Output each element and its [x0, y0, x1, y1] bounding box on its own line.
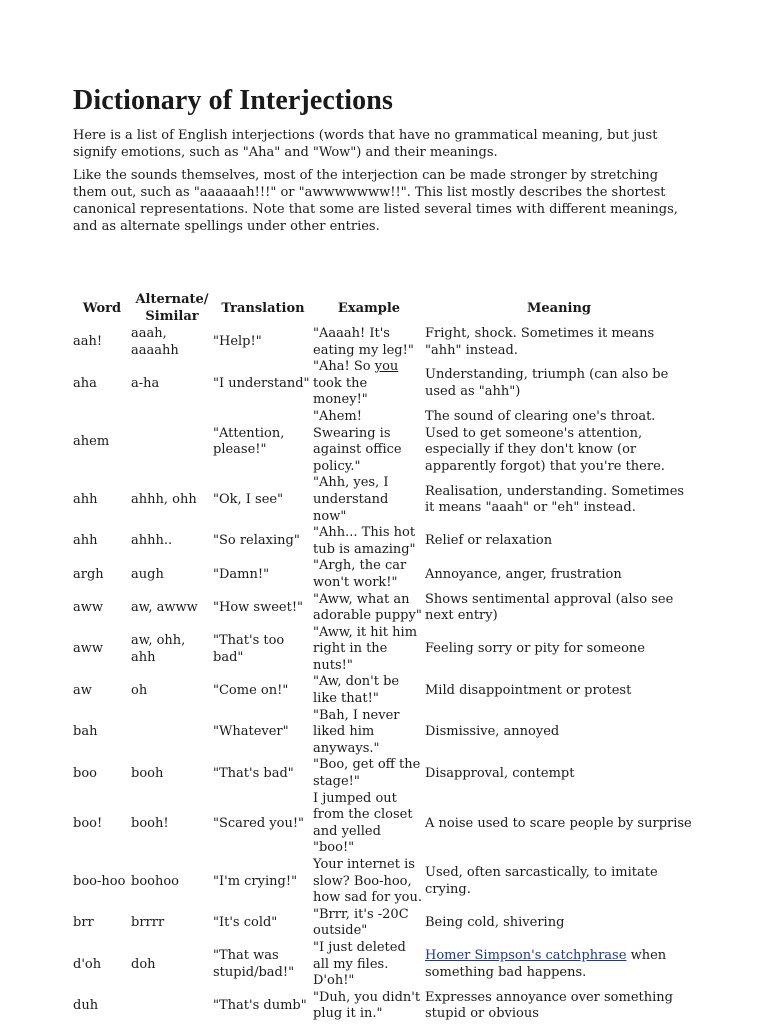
cell-example: "Ahh, yes, I understand now": [313, 475, 389, 524]
table-row: [73, 791, 693, 857]
cell-word: boo!: [73, 815, 103, 831]
cell-translation: "How sweet!": [213, 599, 304, 615]
cell-example: "Duh, you didn't plug it in.": [313, 989, 421, 1022]
cell-example: [313, 359, 425, 409]
cell-meaning: Fright, shock. Sometimes it means "ahh" instead.: [425, 326, 655, 358]
table-row: [73, 409, 693, 475]
meaning-text-end: when something bad happens.: [425, 948, 667, 980]
cell-translation: "So relaxing": [213, 533, 300, 549]
cell-alternate: [131, 708, 213, 758]
cell-alternate: aw, awww: [131, 599, 198, 615]
intro-paragraph-2: Like the sounds themselves, most of the interjection can be made stronger by stretching them out, such as "aaaaaah!!!" or "awwwwwww!!". This list mostly describes the shortest canonical representations. Note that some are listed several times with different meanings, and as alternate spellings under other entries.: [73, 168, 678, 234]
cell-translation: "That's bad": [213, 765, 294, 781]
table-row: [73, 907, 693, 940]
table-row: [73, 940, 693, 990]
cell-word: bah: [73, 724, 98, 740]
cell-translation: "That's dumb": [213, 998, 307, 1014]
table-row: [73, 558, 693, 591]
cell-example: Your internet is slow? Boo-hoo, how sad for you.: [313, 857, 422, 906]
cell-translation: "That was stupid/bad!": [213, 948, 295, 980]
table-row: [73, 857, 693, 907]
document-page: [73, 84, 693, 1022]
cell-alternate: [131, 409, 213, 475]
cell-translation: "Scared you!": [213, 815, 305, 831]
header-word: Word: [82, 300, 122, 316]
cell-meaning: Understanding, triumph (can also be used as "ahh"): [425, 367, 669, 400]
cell-alternate: [131, 990, 213, 1023]
cell-example: "Aww, what an adorable puppy": [313, 591, 422, 624]
cell-alternate: ahhh..: [131, 533, 173, 549]
cell-meaning: Used, often sarcastically, to imitate crying.: [425, 865, 658, 897]
homer-simpson-link[interactable]: Homer Simpson's catchphrase: [425, 948, 627, 964]
table-row: [73, 625, 693, 675]
cell-meaning: Shows sentimental approval (also see next entry): [425, 591, 674, 624]
cell-translation: "That's too bad": [213, 632, 285, 665]
table-row: [73, 990, 693, 1023]
table-row: [73, 525, 693, 558]
cell-word: boo: [73, 765, 97, 781]
cell-alternate: a-ha: [131, 375, 160, 391]
header-translation: Translation: [221, 300, 305, 316]
cell-translation: "Damn!": [213, 566, 270, 582]
cell-example: "Aw, don't be like that!": [313, 674, 400, 707]
cell-example: "Brrr, it's -20C outside": [313, 906, 409, 939]
cell-word: aah!: [73, 334, 103, 350]
cell-translation: "Ok, I see": [213, 491, 284, 507]
table-row: [73, 674, 693, 707]
page-title: Dictionary of Interjections: [73, 85, 393, 116]
cell-word: ahh: [73, 491, 98, 507]
cell-example: "Aaaah! It's eating my leg!": [313, 326, 414, 358]
cell-alternate: boohoo: [131, 873, 180, 889]
table-row: [73, 757, 693, 790]
cell-word: ahem: [73, 433, 110, 449]
cell-example: "Bah, I never liked him anyways.": [313, 707, 400, 756]
cell-alternate: brrrr: [131, 915, 165, 931]
cell-example: "Ahem! Swearing is against office policy.": [313, 408, 402, 474]
cell-meaning: Relief or relaxation: [425, 533, 553, 549]
cell-alternate: doh: [131, 956, 156, 972]
cell-word: aw: [73, 682, 92, 698]
cell-word: aww: [73, 599, 104, 615]
cell-alternate: booh!: [131, 815, 169, 831]
cell-example: "Aww, it hit him right in the nuts!": [313, 624, 418, 673]
table-row: [73, 708, 693, 758]
cell-alternate: aw, ohh, ahh: [131, 632, 186, 665]
cell-word: ahh: [73, 533, 98, 549]
cell-meaning: Feeling sorry or pity for someone: [425, 641, 645, 657]
cell-word: d'oh: [73, 956, 102, 972]
cell-translation: "Come on!": [213, 682, 289, 698]
table-row: [73, 592, 693, 625]
header-alternate: Alternate/ Similar: [135, 292, 209, 324]
cell-alternate: ahhh, ohh: [131, 491, 197, 507]
interjections-table: [73, 290, 693, 1023]
example-text-start: "Aha! So: [313, 359, 375, 375]
cell-translation: "It's cold": [213, 915, 278, 931]
cell-word: argh: [73, 566, 104, 582]
cell-translation: "I'm crying!": [213, 873, 298, 889]
cell-example: "Ahh... This hot tub is amazing": [313, 525, 416, 557]
cell-word: aha: [73, 375, 97, 391]
cell-translation: "I understand": [213, 375, 310, 391]
cell-alternate: booh: [131, 765, 164, 781]
cell-meaning: Being cold, shivering: [425, 915, 565, 931]
cell-word: aww: [73, 641, 104, 657]
table-header-row: [73, 290, 693, 326]
cell-meaning: [425, 940, 693, 990]
cell-meaning: Annoyance, anger, frustration: [425, 566, 622, 582]
cell-meaning: A noise used to scare people by surprise: [425, 815, 692, 831]
table-row: [73, 359, 693, 409]
cell-alternate: oh: [131, 682, 148, 698]
cell-meaning: Mild disappointment or protest: [425, 682, 632, 698]
cell-translation: "Attention, please!": [213, 425, 285, 458]
example-text-end: took the money!": [313, 375, 368, 408]
cell-meaning: Disapproval, contempt: [425, 765, 575, 781]
cell-meaning: Realisation, understanding. Sometimes it means "aaah" or "eh" instead.: [425, 483, 685, 516]
cell-word: boo-hoo: [73, 873, 126, 889]
cell-translation: "Help!": [213, 334, 262, 350]
intro-paragraph-1: Here is a list of English interjections (words that have no grammatical meaning, but just signify emotions, such as "Aha" and "Wow") and their meanings.: [73, 128, 658, 160]
cell-translation: "Whatever": [213, 724, 289, 740]
header-meaning: Meaning: [526, 300, 592, 316]
cell-example: "I just deleted all my files. D'oh!": [313, 939, 406, 989]
cell-meaning: Expresses annoyance over something stupid or obvious: [425, 989, 673, 1022]
cell-meaning: Dismissive, annoyed: [425, 724, 560, 740]
cell-word: brr: [73, 915, 94, 931]
cell-example: I jumped out from the closet and yelled "boo!": [313, 790, 413, 856]
cell-alternate: augh: [131, 566, 164, 582]
underlined-word: you: [374, 359, 399, 375]
cell-example: "Argh, the car won't work!": [313, 558, 407, 590]
cell-meaning: The sound of clearing one's throat. Used to get someone's attention, especially if they don't know (or apparently forgot) that you're there.: [425, 408, 665, 474]
cell-word: duh: [73, 998, 99, 1014]
cell-alternate: aaah, aaaahh: [131, 326, 179, 358]
cell-example: "Boo, get off the stage!": [313, 757, 421, 790]
table-row: [73, 475, 693, 525]
header-example: Example: [337, 300, 401, 316]
table-row: [73, 326, 693, 359]
